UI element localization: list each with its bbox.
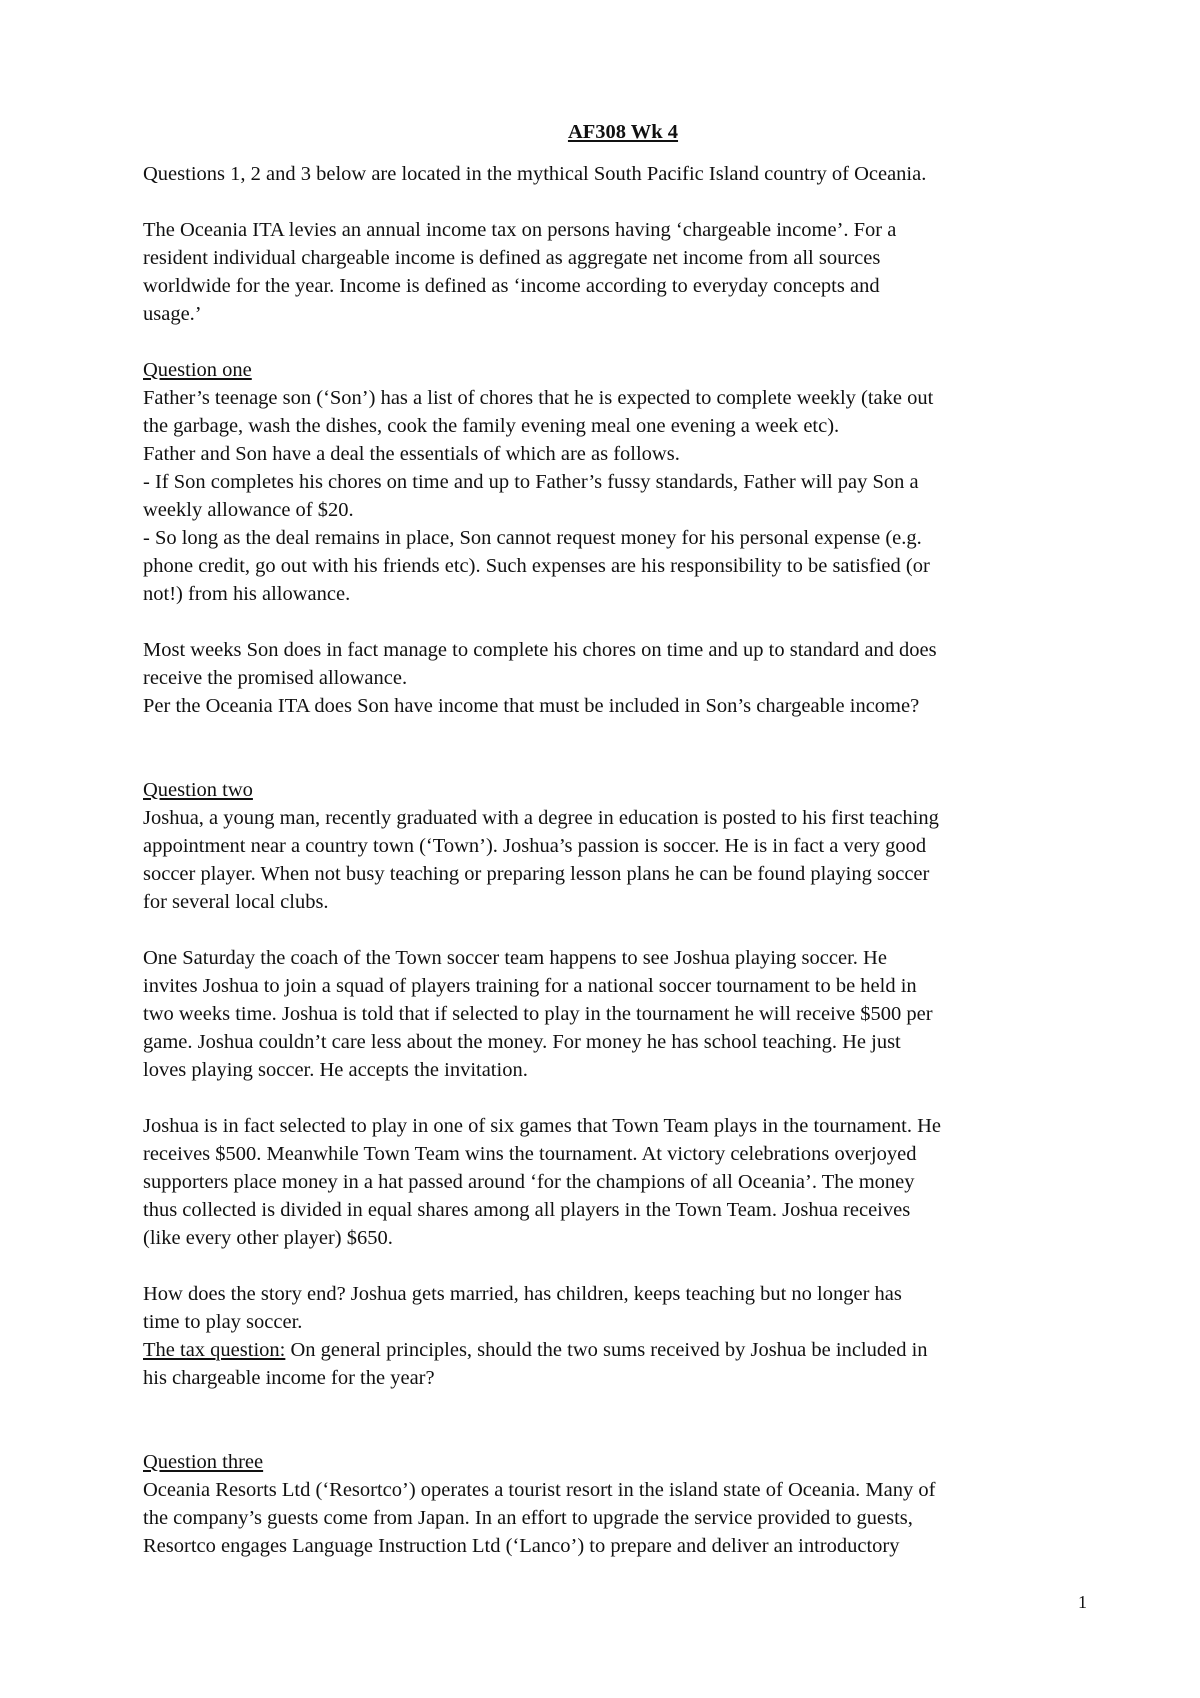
document-body bbox=[143, 118, 1103, 1560]
text-line: Resortco engages Language Instruction Ltd (‘Lanco’) to prepare and deliver an introductory bbox=[143, 1535, 900, 1557]
document-title: AF308 Wk 4 bbox=[567, 121, 679, 143]
spacer bbox=[143, 720, 1103, 776]
text-line: the garbage, wash the dishes, cook the family evening meal one evening a week etc). bbox=[143, 415, 840, 437]
tax-question-text: On general principles, should the two sums received by Joshua be included in bbox=[285, 1339, 928, 1361]
page-number: 1 bbox=[1078, 1592, 1087, 1612]
question-two-section bbox=[143, 776, 1103, 916]
text-line: the company’s guests come from Japan. In an effort to upgrade the service provided to guests, bbox=[143, 1507, 913, 1529]
text-line: worldwide for the year. Income is defined as ‘income according to everyday concepts and bbox=[143, 275, 880, 297]
question-three-heading: Question three bbox=[143, 1451, 264, 1473]
intro-line: Questions 1, 2 and 3 below are located in the mythical South Pacific Island country of Oceania. bbox=[143, 163, 927, 185]
text-line: thus collected is divided in equal shares among all players in the Town Team. Joshua receives bbox=[143, 1199, 911, 1221]
ita-paragraph bbox=[143, 216, 1103, 328]
text-line: appointment near a country town (‘Town’). Joshua’s passion is soccer. He is in fact a very good bbox=[143, 835, 927, 857]
text-line: loves playing soccer. He accepts the invitation. bbox=[143, 1059, 528, 1081]
tax-question-line bbox=[143, 1336, 1103, 1364]
text-line: - So long as the deal remains in place, Son cannot request money for his personal expense (e.g. bbox=[143, 527, 922, 549]
question-one-section bbox=[143, 356, 1103, 608]
question-two-paragraph-2 bbox=[143, 944, 1103, 1084]
text-line: time to play soccer. bbox=[143, 1311, 303, 1333]
text-line: weekly allowance of $20. bbox=[143, 499, 354, 521]
text-line: The Oceania ITA levies an annual income tax on persons having ‘chargeable income’. For a bbox=[143, 219, 897, 241]
question-two-paragraph-4 bbox=[143, 1280, 1103, 1392]
text-line: supporters place money in a hat passed around ‘for the champions of all Oceania’. The money bbox=[143, 1171, 915, 1193]
text-line: Most weeks Son does in fact manage to complete his chores on time and up to standard and does bbox=[143, 639, 937, 661]
text-line: not!) from his allowance. bbox=[143, 583, 351, 605]
question-two-heading: Question two bbox=[143, 779, 253, 801]
text-line: receives $500. Meanwhile Town Team wins the tournament. At victory celebrations overjoyed bbox=[143, 1143, 917, 1165]
text-line: Joshua is in fact selected to play in one of six games that Town Team plays in the tournament. He bbox=[143, 1115, 941, 1137]
text-line: Joshua, a young man, recently graduated with a degree in education is posted to his first teaching bbox=[143, 807, 939, 829]
spacer bbox=[143, 1392, 1103, 1448]
text-line: usage.’ bbox=[143, 303, 202, 325]
text-line: his chargeable income for the year? bbox=[143, 1367, 435, 1389]
text-line: receive the promised allowance. bbox=[143, 667, 408, 689]
text-line: Oceania Resorts Ltd (‘Resortco’) operates a tourist resort in the island state of Oceania. Many of bbox=[143, 1479, 936, 1501]
text-line: resident individual chargeable income is defined as aggregate net income from all sources bbox=[143, 247, 881, 269]
text-line: Father’s teenage son (‘Son’) has a list of chores that he is expected to complete weekly (take out bbox=[143, 387, 934, 409]
question-one-heading: Question one bbox=[143, 359, 252, 381]
text-line: phone credit, go out with his friends etc). Such expenses are his responsibility to be satisfied (or bbox=[143, 555, 930, 577]
text-line: Father and Son have a deal the essentials of which are as follows. bbox=[143, 443, 680, 465]
text-line: How does the story end? Joshua gets married, has children, keeps teaching but no longer has bbox=[143, 1283, 902, 1305]
tax-question-label: The tax question: bbox=[143, 1339, 286, 1361]
text-line: One Saturday the coach of the Town soccer team happens to see Joshua playing soccer. He bbox=[143, 947, 887, 969]
text-line: invites Joshua to join a squad of players training for a national soccer tournament to be held in bbox=[143, 975, 917, 997]
text-line: soccer player. When not busy teaching or preparing lesson plans he can be found playing soccer bbox=[143, 863, 930, 885]
text-line: (like every other player) $650. bbox=[143, 1227, 393, 1249]
question-two-paragraph-3 bbox=[143, 1112, 1103, 1252]
text-line: Per the Oceania ITA does Son have income that must be included in Son’s chargeable income? bbox=[143, 695, 920, 717]
text-line: two weeks time. Joshua is told that if selected to play in the tournament he will receive $500 per bbox=[143, 1003, 933, 1025]
text-line: game. Joshua couldn’t care less about the money. For money he has school teaching. He just bbox=[143, 1031, 901, 1053]
question-one-followup bbox=[143, 636, 1103, 720]
question-three-section bbox=[143, 1448, 1103, 1560]
text-line: for several local clubs. bbox=[143, 891, 329, 913]
intro-paragraph bbox=[143, 160, 1103, 188]
text-line: - If Son completes his chores on time and up to Father’s fussy standards, Father will pay Son a bbox=[143, 471, 919, 493]
